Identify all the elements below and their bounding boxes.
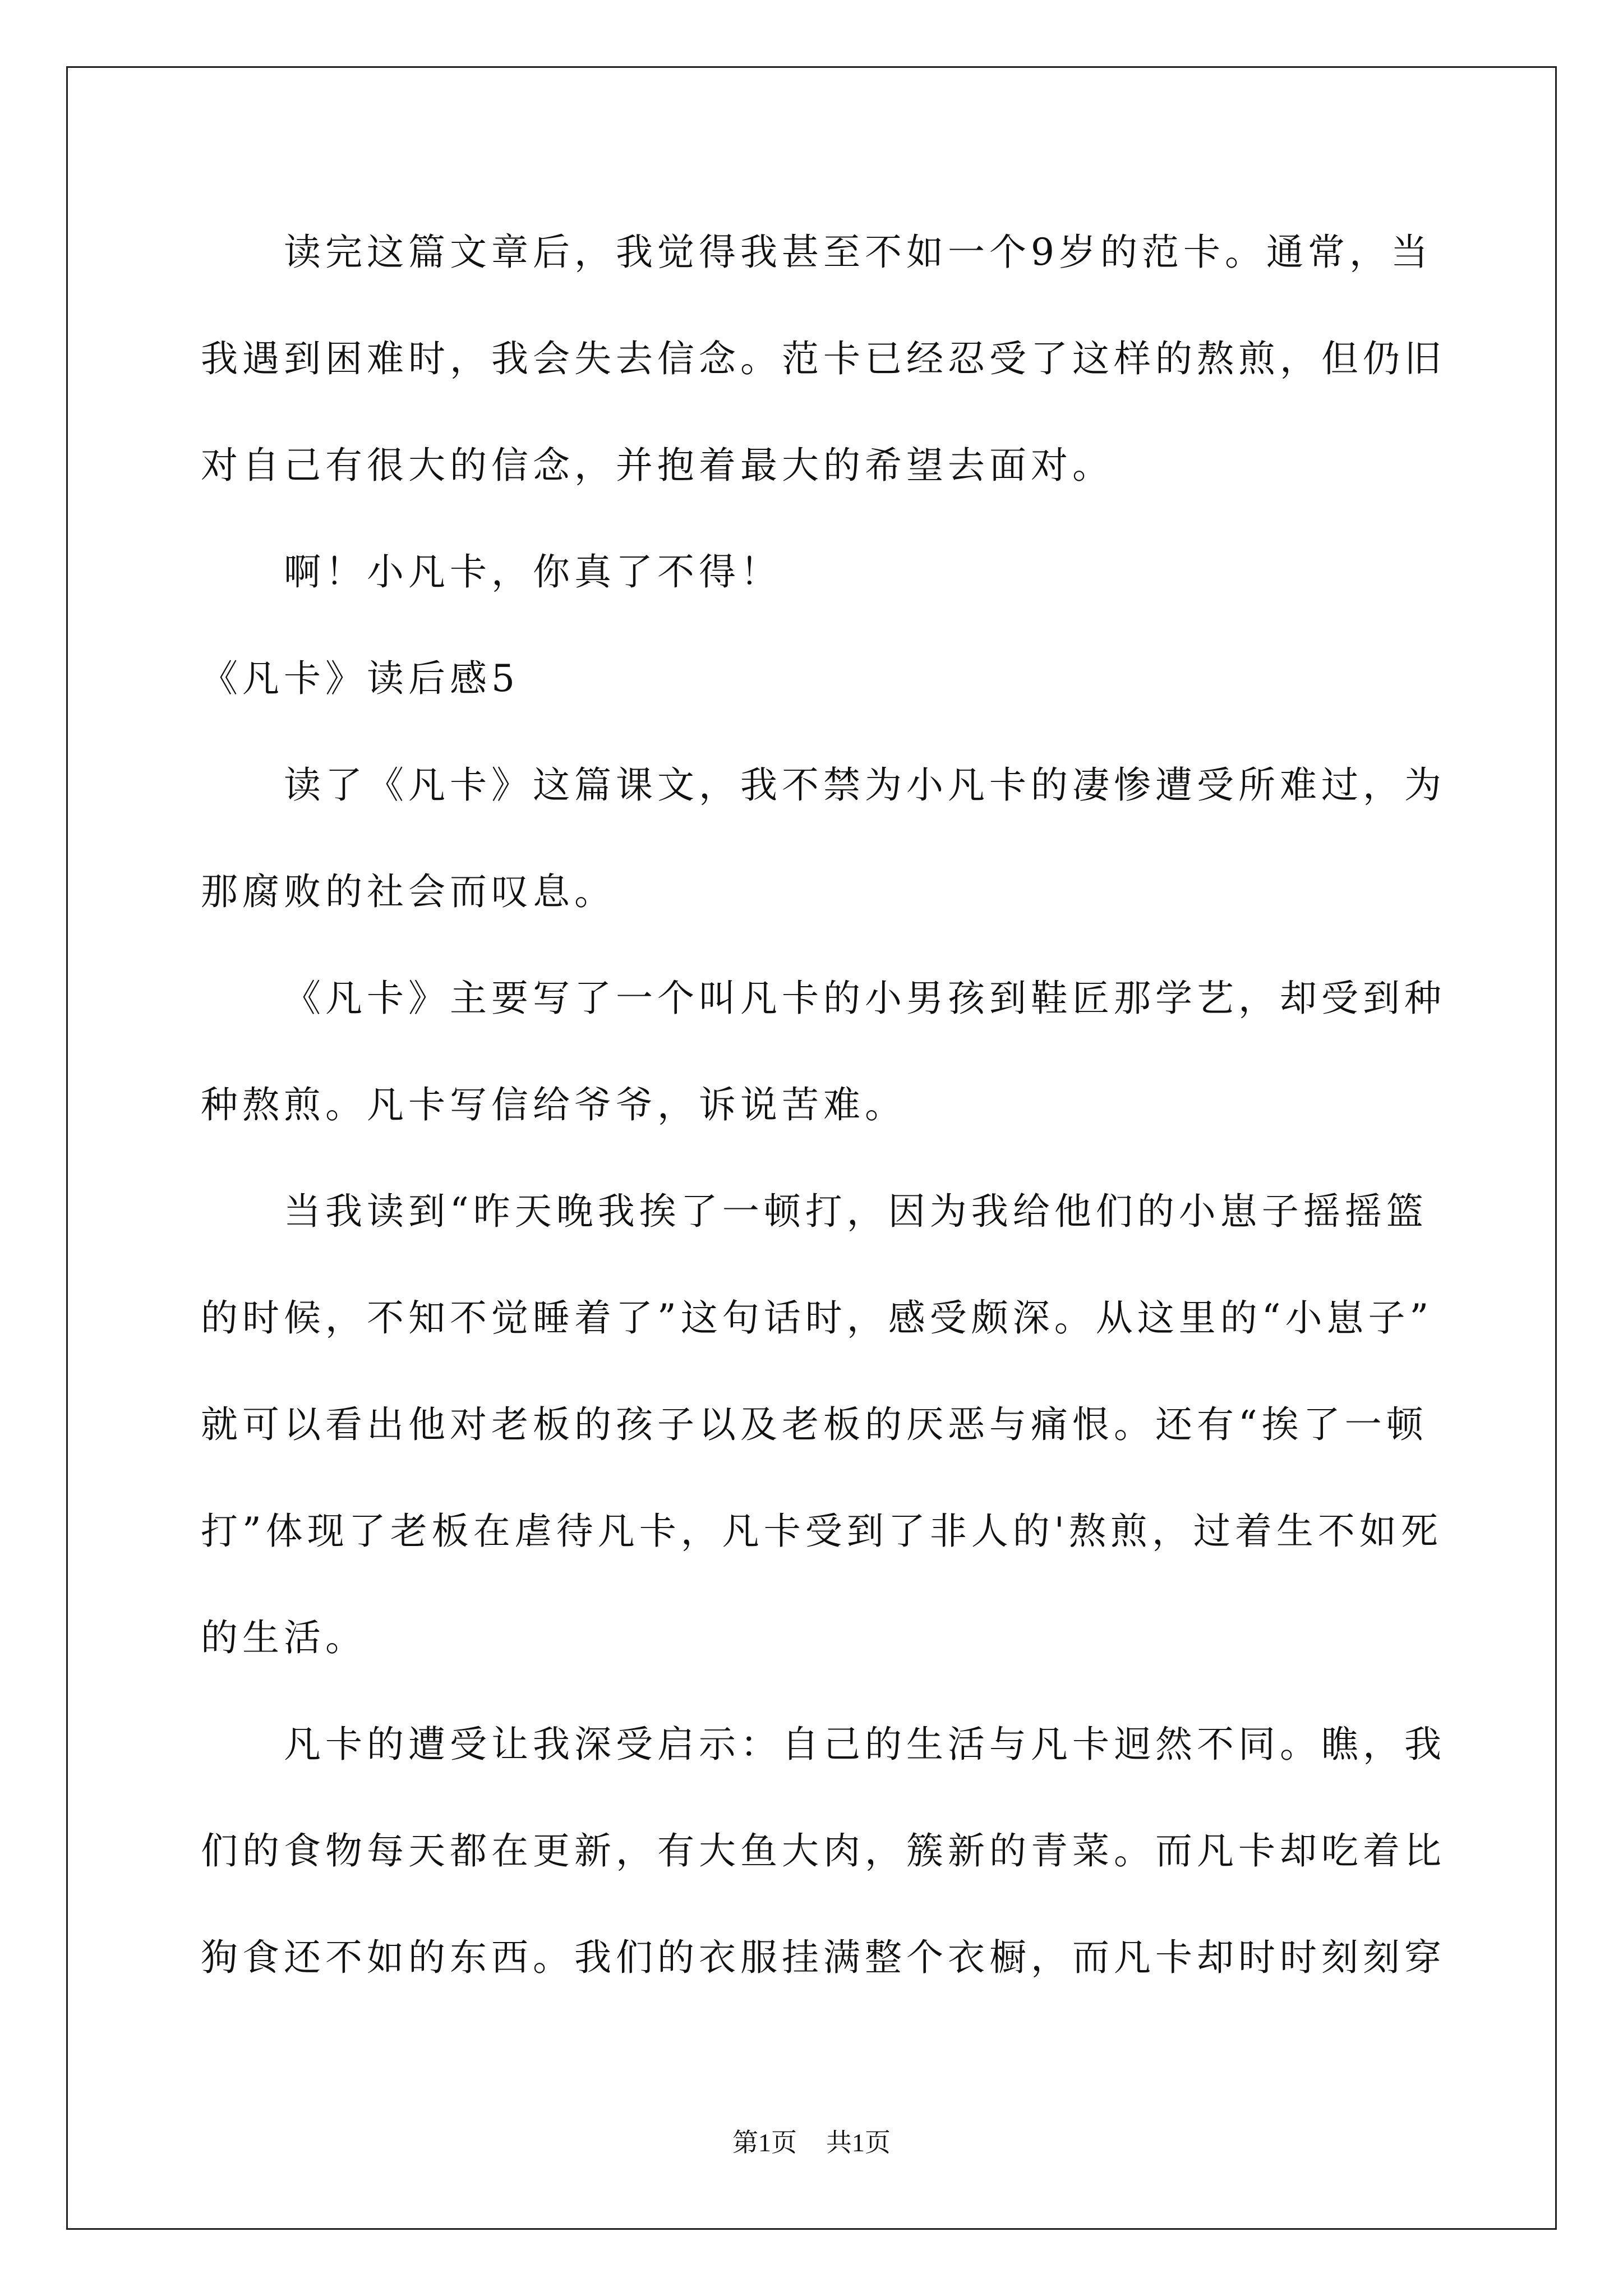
- text-line: 啊！小凡卡，你真了不得！: [284, 550, 782, 593]
- text-line: 的生活。: [201, 1616, 367, 1659]
- page-footer: [0, 2126, 1623, 2160]
- page-total: 共1页: [826, 2128, 891, 2157]
- text-line: 当我读到“昨天晚我挨了一顿打，因为我给他们的小崽子摇摇篮: [284, 1190, 1428, 1233]
- text-line: 凡卡的遭受让我深受启示：自己的生活与凡卡迥然不同。瞧，我: [284, 1723, 1446, 1766]
- text-line: 读完这篇文章后，我觉得我甚至不如一个9岁的范卡。通常，当: [284, 231, 1432, 274]
- text-line: 那腐败的社会而叹息。: [201, 870, 616, 913]
- text-line: 《凡卡》主要写了一个叫凡卡的小男孩到鞋匠那学艺，却受到种: [284, 977, 1446, 1020]
- text-line: 就可以看出他对老板的孩子以及老板的厌恶与痛恨。还有“挨了一顿: [201, 1403, 1428, 1446]
- text-line: 我遇到困难时，我会失去信念。范卡已经忍受了这样的熬煎，但仍旧: [201, 337, 1446, 380]
- text-line: 对自己有很大的信念，并抱着最大的希望去面对。: [201, 444, 1114, 487]
- section-heading: 《凡卡》读后感5: [201, 657, 519, 700]
- text-line: 们的食物每天都在更新，有大鱼大肉，簇新的青菜。而凡卡却吃着比: [201, 1829, 1446, 1872]
- text-line: 狗食还不如的东西。我们的衣服挂满整个衣橱，而凡卡却时时刻刻穿: [201, 1936, 1446, 1979]
- page-number: 第1页: [732, 2128, 797, 2157]
- page-border: [66, 66, 1557, 2230]
- text-line: 种熬煎。凡卡写信给爷爷，诉说苦难。: [201, 1083, 906, 1126]
- text-line: 的时候，不知不觉睡着了”这句话时，感受颇深。从这里的“小崽子”: [201, 1296, 1433, 1340]
- text-line: 打”体现了老板在虐待凡卡，凡卡受到了非人的'熬煎，过着生不如死: [201, 1510, 1442, 1553]
- text-line: 读了《凡卡》这篇课文，我不禁为小凡卡的凄惨遭受所难过，为: [284, 763, 1446, 807]
